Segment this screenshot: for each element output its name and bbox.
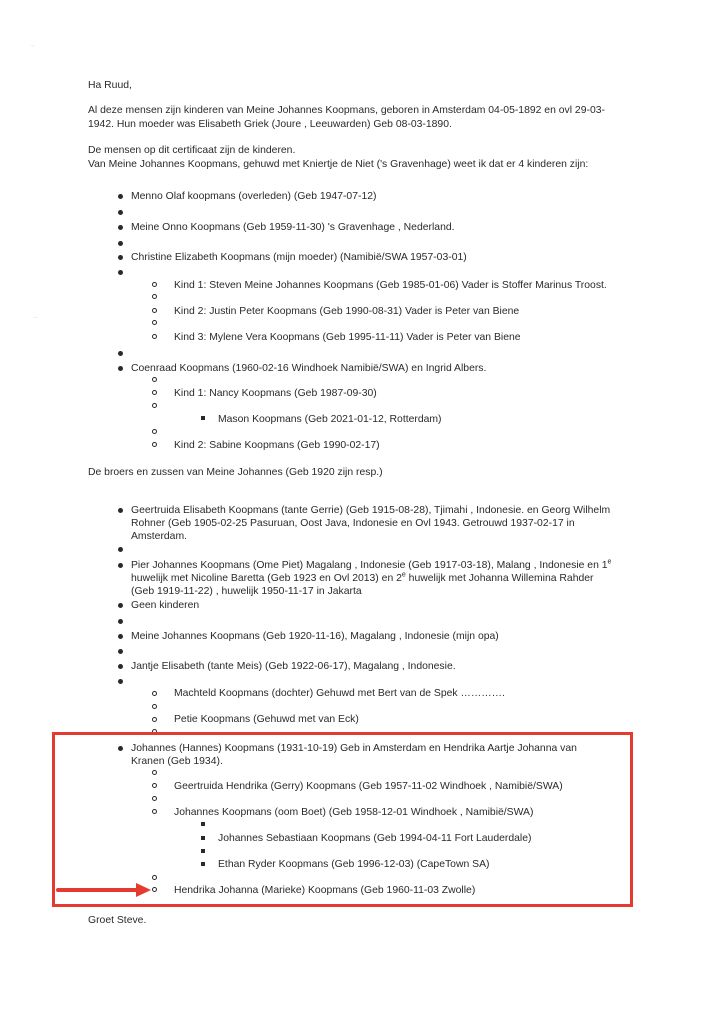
list-item: Johannes Sebastiaan Koopmans (Geb 1994-04-11 Fort Lauderdale) xyxy=(218,833,532,844)
list-item: Johannes Koopmans (oom Boet) (Geb 1958-12-01 Windhoek , Namibië/SWA) xyxy=(174,807,534,818)
list-item: Kind 2: Justin Peter Koopmans (Geb 1990-08-31) Vader is Peter van Biene xyxy=(174,306,520,317)
sub-bullet xyxy=(152,320,157,325)
bullet xyxy=(118,255,123,260)
sub-bullet xyxy=(152,429,157,434)
list-item: Kind 1: Steven Meine Johannes Koopmans (Geb 1985-01-06) Vader is Stoffer Marinus Troost. xyxy=(174,280,607,291)
list-item: Mason Koopmans (Geb 2021-01-12, Rotterdam) xyxy=(218,414,442,425)
list-item-continued: Amsterdam. xyxy=(131,531,188,542)
scan-speck: ·- xyxy=(33,315,37,321)
closing: Groet Steve. xyxy=(88,915,147,926)
bullet xyxy=(118,366,123,371)
sub-bullet xyxy=(152,691,157,696)
bullet xyxy=(118,746,123,751)
list-item: Petie Koopmans (Gehuwd met van Eck) xyxy=(174,714,359,725)
bullet xyxy=(118,619,123,624)
square-bullet xyxy=(201,849,205,853)
sub-bullet xyxy=(152,783,157,788)
square-bullet xyxy=(201,416,205,420)
sub-bullet xyxy=(152,770,157,775)
sub-bullet xyxy=(152,377,157,382)
list-item: Meine Johannes Koopmans (Geb 1920-11-16), Magalang , Indonesie (mijn opa) xyxy=(131,631,499,642)
siblings-intro: De broers en zussen van Meine Johannes (Geb 1920 zijn resp.) xyxy=(88,467,383,478)
list-item: Kind 3: Mylene Vera Koopmans (Geb 1995-11-11) Vader is Peter van Biene xyxy=(174,332,521,343)
sub-bullet xyxy=(152,390,157,395)
intro-line-2: 1942. Hun moeder was Elisabeth Griek (Joure , Leeuwarden) Geb 08-03-1890. xyxy=(88,119,452,130)
bullet xyxy=(118,649,123,654)
sub-bullet xyxy=(152,809,157,814)
bullet xyxy=(118,241,123,246)
sub-bullet xyxy=(152,717,157,722)
list-item: Geen kinderen xyxy=(131,600,200,611)
list-item: Coenraad Koopmans (1960-02-16 Windhoek Namibië/SWA) en Ingrid Albers. xyxy=(131,363,487,374)
sub-bullet xyxy=(152,887,157,892)
bullet xyxy=(118,603,123,608)
list-item: Kind 1: Nancy Koopmans (Geb 1987-09-30) xyxy=(174,388,377,399)
list-item-continued: Kranen (Geb 1934). xyxy=(131,756,223,767)
list-item: Pier Johannes Koopmans (Ome Piet) Magalang , Indonesie (Geb 1917-03-18), Malang , Indonesie en 1e xyxy=(131,558,612,571)
list-item: Machteld Koopmans (dochter) Gehuwd met Bert van de Spek …………. xyxy=(174,688,505,699)
sub-bullet xyxy=(152,796,157,801)
list-item: Jantje Elisabeth (tante Meis) (Geb 1922-06-17), Magalang , Indonesie. xyxy=(131,661,456,672)
bullet xyxy=(118,351,123,356)
scan-speck: ·.· xyxy=(30,43,36,49)
bullet xyxy=(118,194,123,199)
bullet xyxy=(118,270,123,275)
sub-bullet xyxy=(152,442,157,447)
sub-bullet xyxy=(152,294,157,299)
list-item: Geertruida Hendrika (Gerry) Koopmans (Geb 1957-11-02 Windhoek , Namibië/SWA) xyxy=(174,781,563,792)
sub-bullet xyxy=(152,875,157,880)
square-bullet xyxy=(201,822,205,826)
square-bullet xyxy=(201,836,205,840)
bullet xyxy=(118,664,123,669)
list-item: Geertruida Elisabeth Koopmans (tante Gerrie) (Geb 1915-08-28), Tjimahi , Indonesie. en Georg Wilhelm xyxy=(131,505,611,516)
bullet xyxy=(118,225,123,230)
certificate-line-1: De mensen op dit certificaat zijn de kinderen. xyxy=(88,145,296,156)
bullet xyxy=(118,210,123,215)
sub-bullet xyxy=(152,282,157,287)
list-item: Meine Onno Koopmans (Geb 1959-11-30) 's Gravenhage , Nederland. xyxy=(131,222,455,233)
sub-bullet xyxy=(152,704,157,709)
bullet xyxy=(118,679,123,684)
sub-bullet xyxy=(152,403,157,408)
certificate-line-2: Van Meine Johannes Koopmans, gehuwd met Kniertje de Niet ('s Gravenhage) weet ik dat er 4 kinderen zijn: xyxy=(88,159,589,170)
bullet xyxy=(118,547,123,552)
list-item-continued: huwelijk met Nicoline Baretta (Geb 1923 en Ovl 2013) en 2e huwelijk met Johanna Willemina Rahder xyxy=(131,571,594,584)
list-item-continued: (Geb 1919-11-22) , huwelijk 1950-11-17 in Jakarta xyxy=(131,586,362,597)
intro-line-1: Al deze mensen zijn kinderen van Meine Johannes Koopmans, geboren in Amsterdam 04-05-1892 en ovl 29-03- xyxy=(88,105,605,116)
list-item: Ethan Ryder Koopmans (Geb 1996-12-03) (CapeTown SA) xyxy=(218,859,490,870)
list-item-continued: Rohner (Geb 1905-02-25 Pasuruan, Oost Java, Indonesie en Ovl 1943. Getrouwd 1937-02-17 in xyxy=(131,518,575,529)
list-item: Menno Olaf koopmans (overleden) (Geb 1947-07-12) xyxy=(131,191,377,202)
greeting: Ha Ruud, xyxy=(88,80,132,91)
bullet xyxy=(118,508,123,513)
list-item: Hendrika Johanna (Marieke) Koopmans (Geb 1960-11-03 Zwolle) xyxy=(174,885,476,896)
list-item: Christine Elizabeth Koopmans (mijn moeder) (Namibië/SWA 1957-03-01) xyxy=(131,252,467,263)
bullet xyxy=(118,634,123,639)
sub-bullet xyxy=(152,308,157,313)
arrow-icon xyxy=(56,881,152,899)
square-bullet xyxy=(201,862,205,866)
list-item: Johannes (Hannes) Koopmans (1931-10-19) Geb in Amsterdam en Hendrika Aartje Johanna van xyxy=(131,743,577,754)
sub-bullet xyxy=(152,334,157,339)
list-item: Kind 2: Sabine Koopmans (Geb 1990-02-17) xyxy=(174,440,380,451)
bullet xyxy=(118,563,123,568)
